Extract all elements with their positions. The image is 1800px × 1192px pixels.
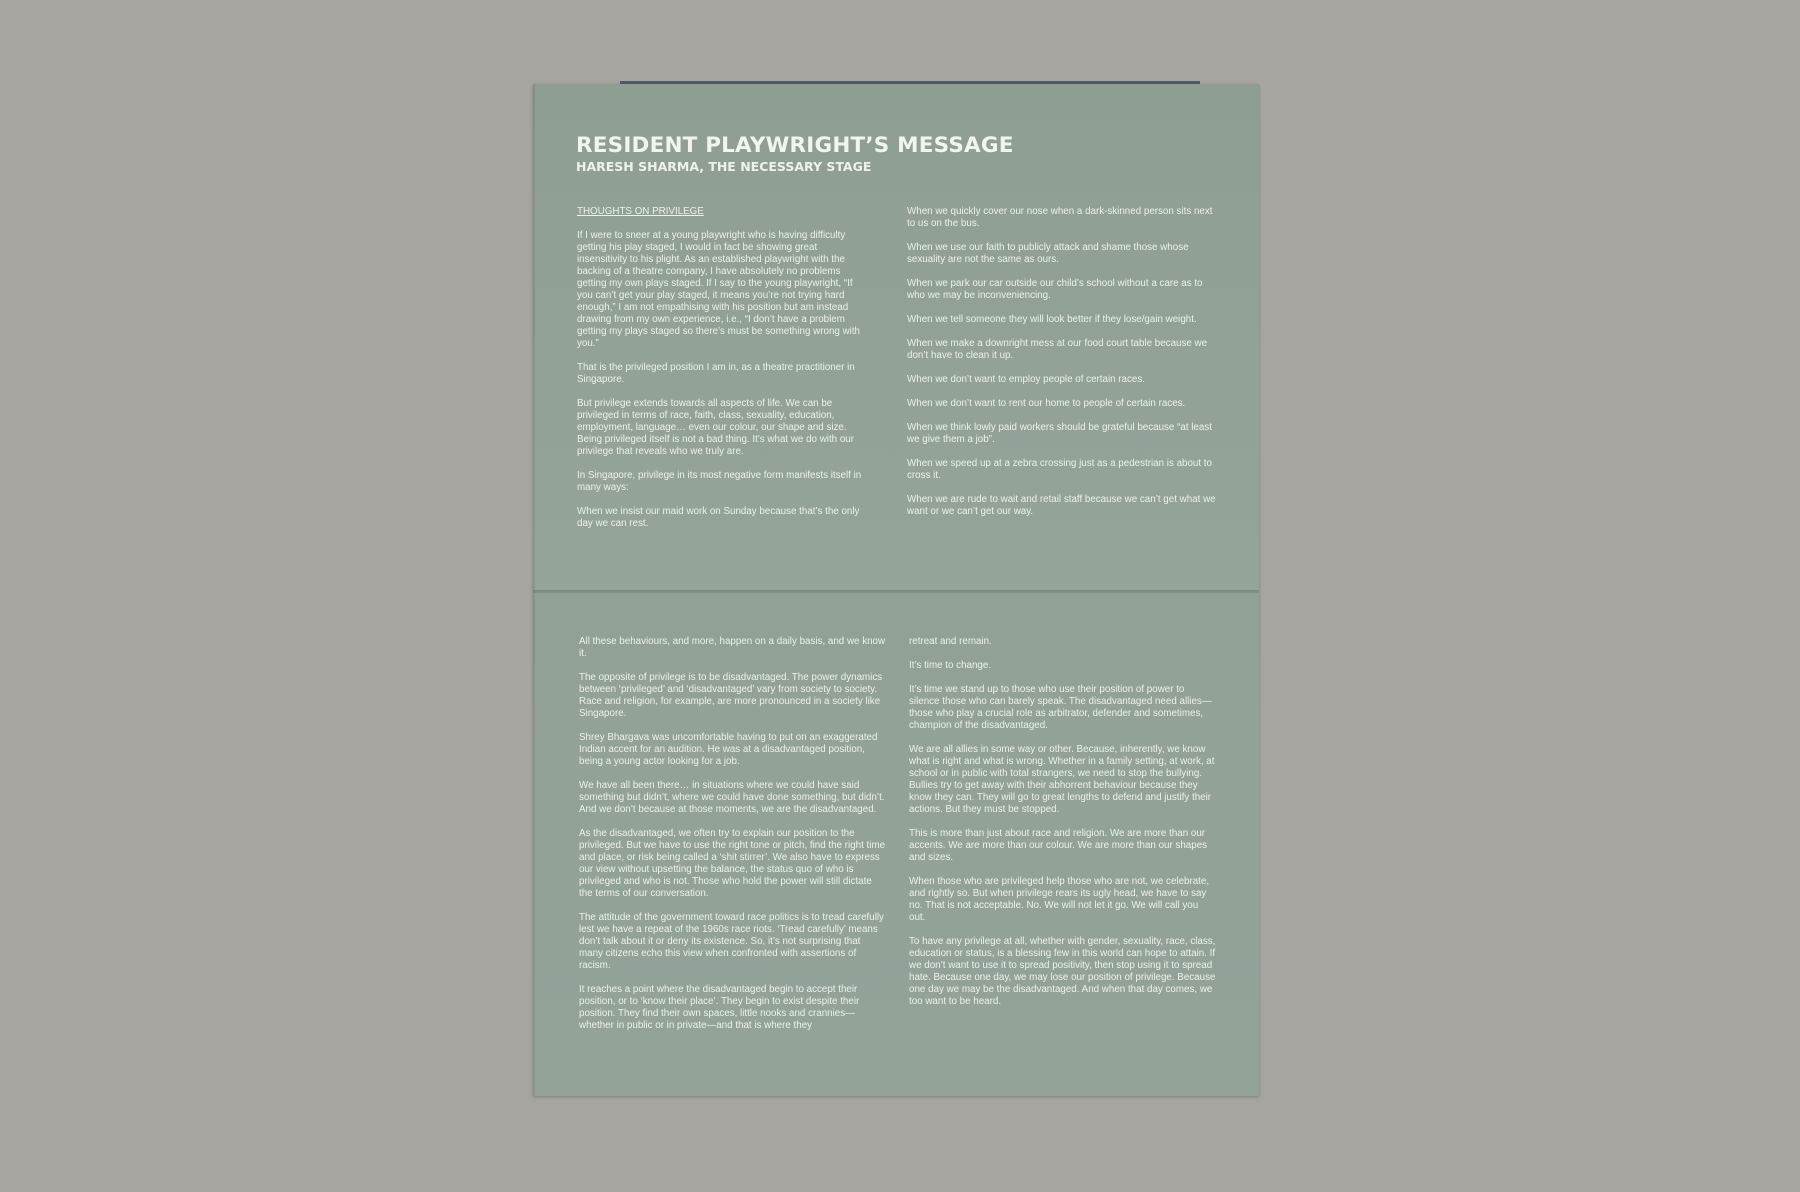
paragraph: If I were to sneer at a young playwright who is having difficulty getting his play staged, I would in fact be showing great insensitivity to his plight. As an established playwright with the backing of a theatre company, I have absolutely no problems getting my own plays staged. If I say to the young playwright, “If you can’t get your play staged, it means you’re not trying hard enough,” I am not empathising with his position but am instead drawing from my own experience, i.e., “I don’t have a problem getting my plays staged so there’s must be something wrong with you.” bbox=[577, 230, 860, 349]
paragraph: When we make a downright mess at our food court table because we don’t have to clean it up. bbox=[907, 338, 1208, 361]
paragraph: Shrey Bhargava was uncomfortable having to put on an exaggerated Indian accent for an audition. He was at a disadvantaged position, being a young actor looking for a job. bbox=[579, 732, 878, 767]
page-title: RESIDENT PLAYWRIGHT’S MESSAGE bbox=[576, 133, 1014, 158]
paragraph: retreat and remain. bbox=[909, 636, 992, 647]
bottom-left-column bbox=[579, 636, 887, 1044]
paragraph: To have any privilege at all, whether with gender, sexuality, race, class, education or status, is a blessing few in this world can hope to attain. If we don’t want to use it to spread positivity, then stop using it to spread hate. Because one day, we may lose our position of privilege. Because one day we may be the disadvantaged. And when that day comes, we too want to be heard. bbox=[909, 936, 1216, 1007]
top-page bbox=[533, 84, 1259, 593]
page-edge-shadow bbox=[533, 84, 535, 1096]
paragraph: When we don’t want to employ people of certain races. bbox=[907, 374, 1145, 385]
page-subtitle: HARESH SHARMA, THE NECESSARY STAGE bbox=[576, 159, 872, 174]
paragraph: But privilege extends towards all aspects of life. We can be privileged in terms of race, faith, class, sexuality, education, employment, language… even our colour, our shape and size. Being privileged itself is not a bad thing. It’s what we do with our privilege that reveals who we truly are. bbox=[577, 398, 855, 457]
top-right-column bbox=[907, 206, 1217, 530]
paragraph: When those who are privileged help those who are not, we celebrate, and rightly so. But when privilege rears its ugly head, we have to say no. That is not acceptable. No. We will not let it go. We will call you out. bbox=[909, 876, 1210, 923]
paragraph: We have all been there… in situations where we could have said something but didn’t, where we could have done something, but didn’t. And we don’t because at those moments, we are the disadvantaged. bbox=[579, 780, 885, 815]
paragraph: When we insist our maid work on Sunday because that’s the only day we can rest. bbox=[577, 506, 860, 529]
top-left-column bbox=[577, 206, 869, 542]
bottom-right-column bbox=[909, 636, 1217, 1020]
paragraph: The attitude of the government toward race politics is to tread carefully lest we have a repeat of the 1960s race riots. ‘Tread carefully’ means don’t talk about it or deny its existence. So, it’s not surprising that many citizens echo this view when confronted with assertions of racism. bbox=[579, 912, 884, 971]
paragraph: When we speed up at a zebra crossing just as a pedestrian is about to cross it. bbox=[907, 458, 1212, 481]
paragraph: When we quickly cover our nose when a dark-skinned person sits next to us on the bus. bbox=[907, 206, 1213, 229]
paragraph: All these behaviours, and more, happen on a daily basis, and we know it. bbox=[579, 636, 886, 659]
paragraph: It reaches a point where the disadvantaged begin to accept their position, or to ‘know their place’. They begin to exist despite their position. They find their own spaces, little nooks and crannies—whether in public or in private—and that is where they bbox=[579, 984, 860, 1031]
paragraph: We are all allies in some way or other. Because, inherently, we know what is right and what is wrong. Whether in a family setting, at work, at school or in public with total strangers, we need to stop the bullying. Bullies try to get away with their abhorrent behaviour because they know they can. They will go to great lengths to defend and justify their actions. But they must be stopped. bbox=[909, 744, 1215, 815]
booklet bbox=[533, 81, 1259, 1096]
paragraph: When we tell someone they will look better if they lose/gain weight. bbox=[907, 314, 1197, 325]
paragraph: When we use our faith to publicly attack and shame those whose sexuality are not the same as ours. bbox=[907, 242, 1189, 265]
paragraph: When we think lowly paid workers should be grateful because “at least we give them a job”. bbox=[907, 422, 1212, 445]
paragraph: This is more than just about race and religion. We are more than our accents. We are more than our colour. We are more than our shapes and sizes. bbox=[909, 828, 1208, 863]
paragraph: It’s time to change. bbox=[909, 660, 992, 671]
section-heading: THOUGHTS ON PRIVILEGE bbox=[577, 206, 704, 217]
paragraph: When we are rude to wait and retail staff because we can’t get what we want or we can’t get our way. bbox=[907, 494, 1216, 517]
paragraph: That is the privileged position I am in, as a theatre practitioner in Singapore. bbox=[577, 362, 855, 385]
paragraph: As the disadvantaged, we often try to explain our position to the privileged. But we have to use the right tone or pitch, find the right time and place, or risk being called a ‘shit stirrer’. We also have to express our view without upsetting the balance, the status quo of who is privileged and who is not. Those who hold the power will still dictate the terms of our conversation. bbox=[579, 828, 886, 899]
paragraph: The opposite of privilege is to be disadvantaged. The power dynamics between ‘privileged’ and ‘disadvantaged’ vary from society to society. Race and religion, for example, are more pronounced in a society like Singapore. bbox=[579, 672, 883, 719]
paragraph: When we don’t want to rent our home to people of certain races. bbox=[907, 398, 1186, 409]
paragraph: When we park our car outside our child’s school without a care as to who we may be inconveniencing. bbox=[907, 278, 1203, 301]
paragraph: In Singapore, privilege in its most negative form manifests itself in many ways: bbox=[577, 470, 862, 493]
paragraph: It’s time we stand up to those who use their position of power to silence those who can barely speak. The disadvantaged need allies—those who play a crucial role as arbitrator, defender and sometimes, champion of the disadvantaged. bbox=[909, 684, 1212, 731]
